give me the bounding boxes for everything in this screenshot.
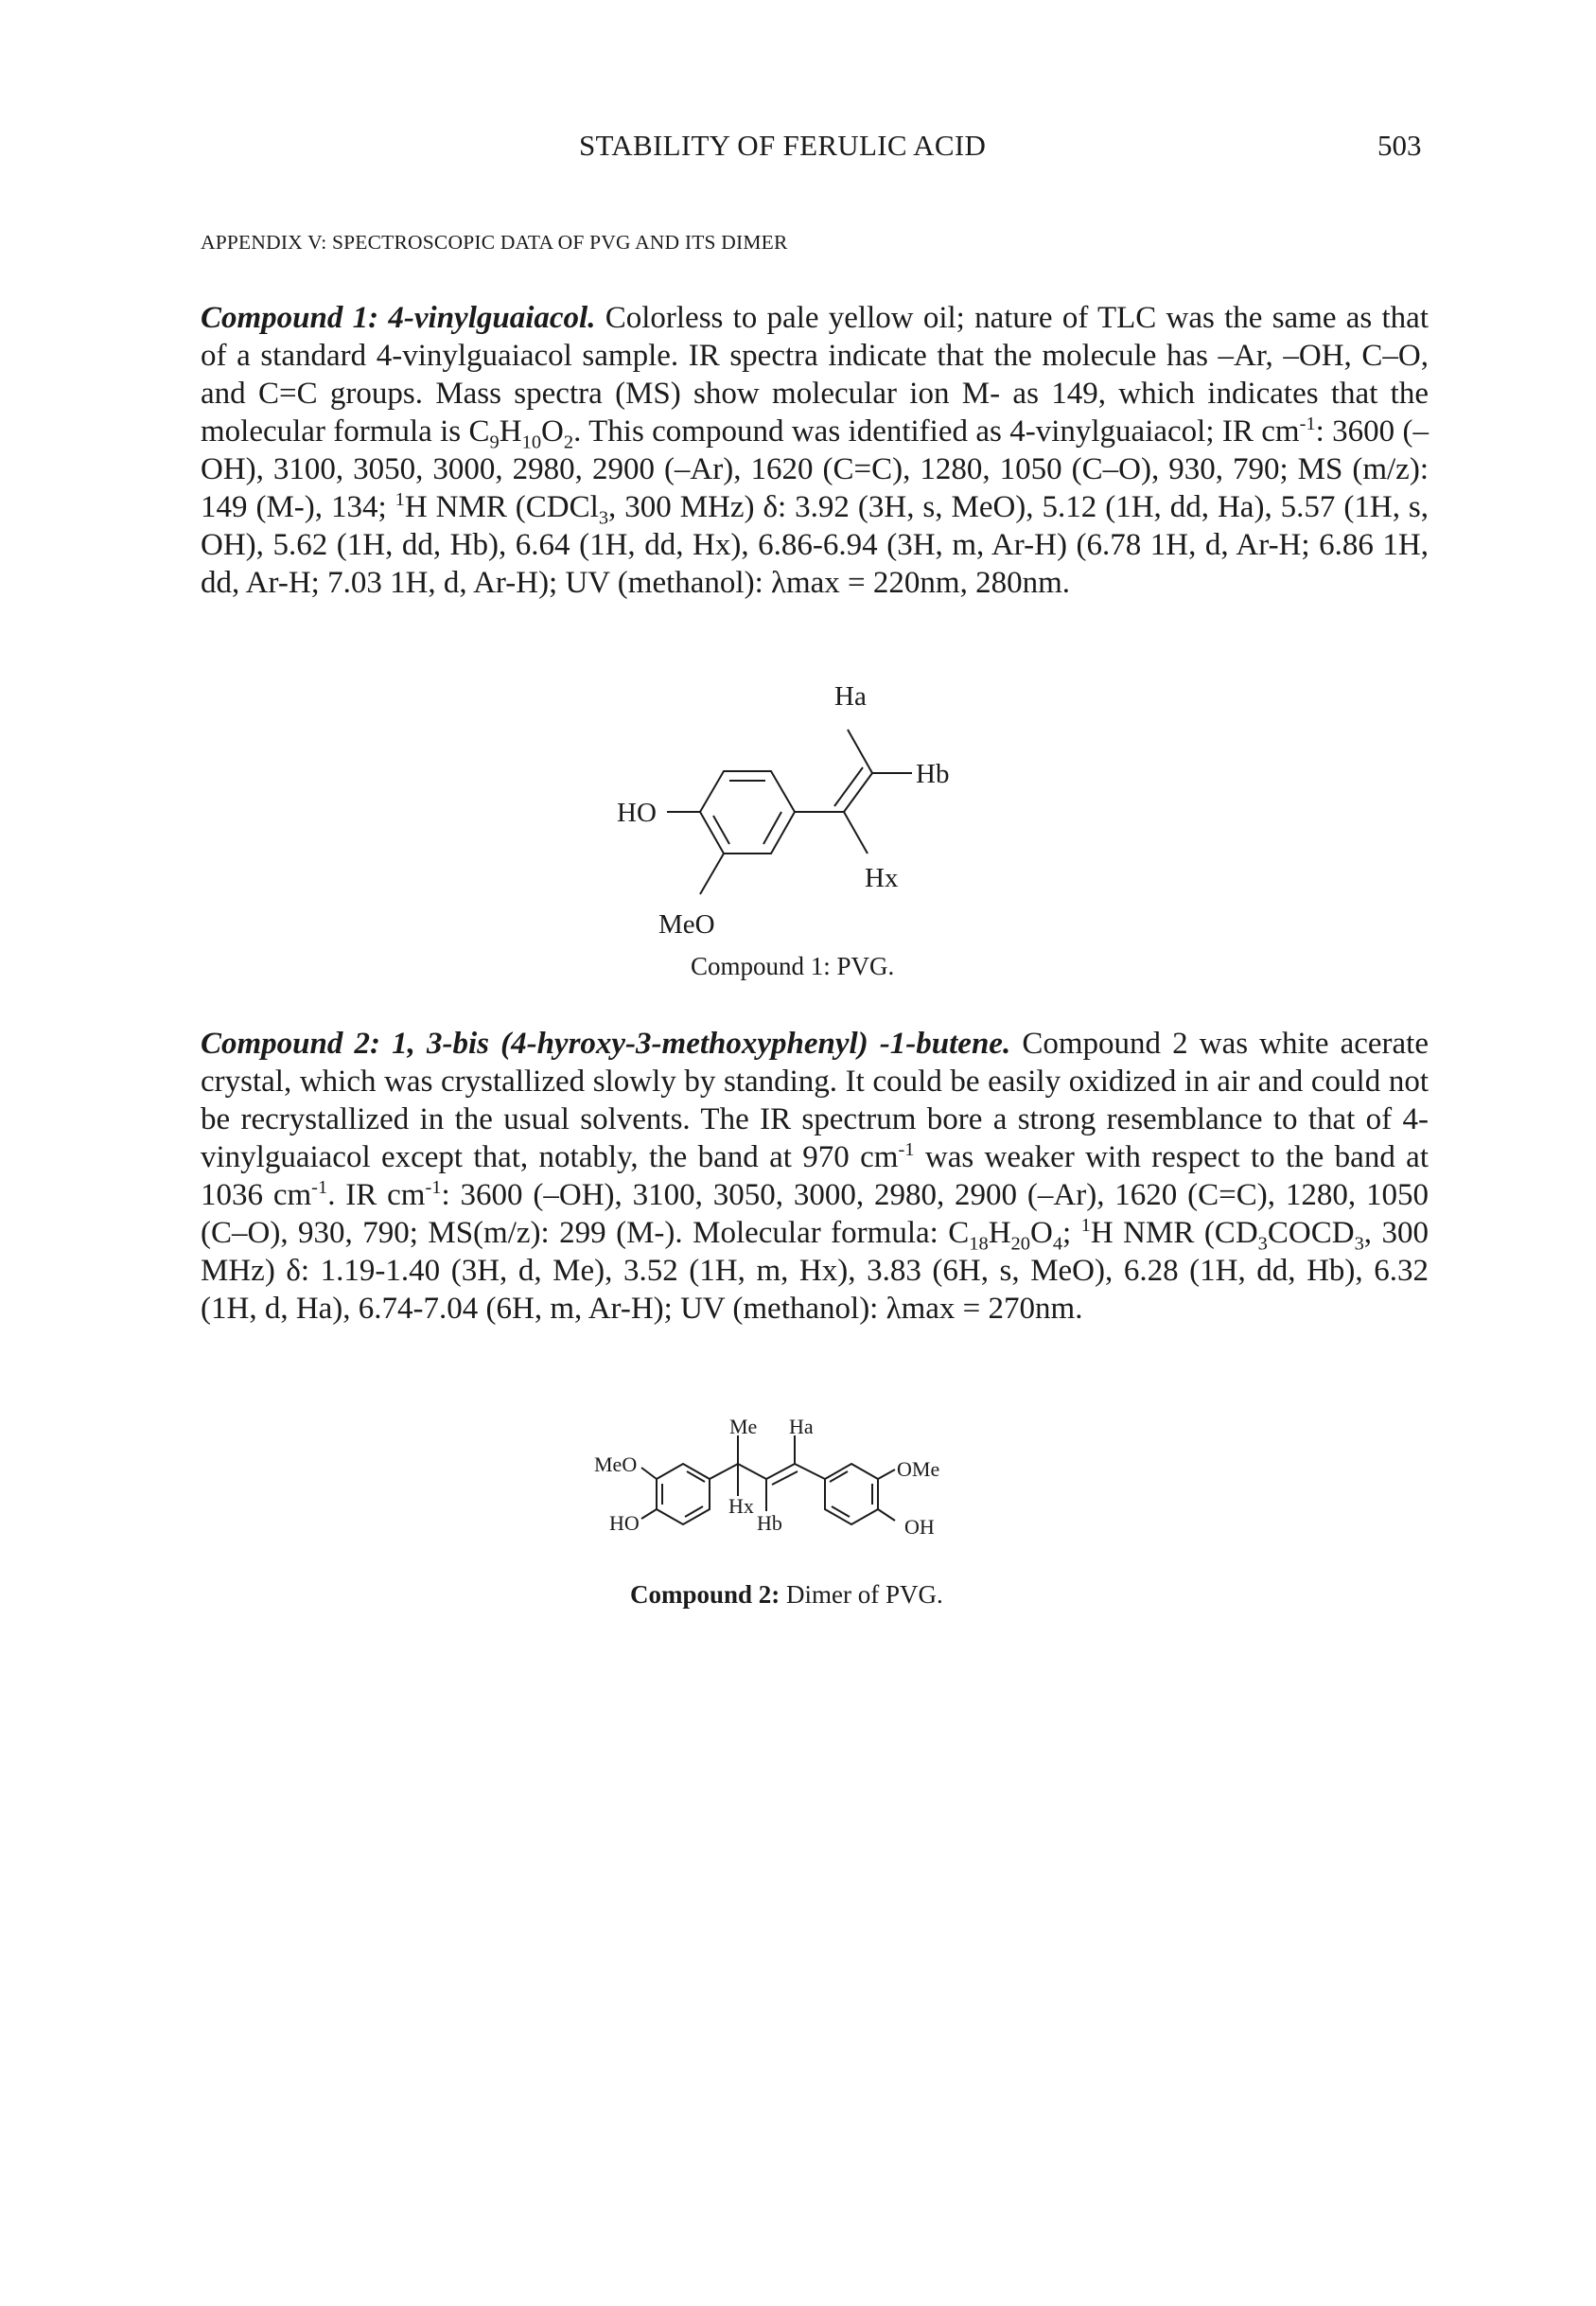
superscript: -1: [1299, 414, 1316, 434]
compound2-caption-text: Dimer of PVG.: [780, 1580, 943, 1609]
hb-label: Hb: [757, 1511, 782, 1535]
subscript: 3: [598, 507, 609, 529]
bond: [795, 1464, 825, 1479]
compound2-caption: [630, 1580, 943, 1610]
subscript: 9: [489, 431, 500, 453]
bond: [844, 812, 868, 854]
text: , 300 MHz) δ: 1.19-1.40 (3H, d, Me), 3.52 (1H, m, Hx), 3.83 (6H, s, MeO), 6.28 (1H, dd, Hb), 6.32 (1H, d, Ha), 6.74-7.04 (6H, m, Ar-H); UV (methanol): λmax = 270nm.: [201, 1216, 1429, 1326]
superscript: 1: [395, 489, 405, 510]
bond: [848, 730, 872, 773]
meo-label: MeO: [594, 1452, 638, 1476]
bond: [710, 1464, 738, 1479]
ome-label: OMe: [897, 1457, 940, 1481]
text: was weaker with respect to the band at 1036 cm: [201, 1140, 1429, 1212]
superscript: 1: [1080, 1215, 1091, 1236]
text: H: [499, 414, 522, 449]
bond: [641, 1468, 657, 1479]
text: . IR cm: [327, 1178, 426, 1212]
hx-label: Hx: [865, 863, 899, 893]
subscript: 10: [521, 431, 542, 453]
ho-label: HO: [609, 1511, 640, 1535]
subscript: 3: [1354, 1233, 1364, 1255]
compound1-caption: Compound 1: PVG.: [691, 952, 895, 980]
compound2-caption-label: Compound 2:: [630, 1580, 780, 1609]
me-label: Me: [729, 1415, 758, 1438]
text: COCD: [1267, 1216, 1355, 1250]
superscript: -1: [425, 1177, 442, 1198]
subscript: 2: [563, 431, 574, 453]
text: Colorless to pale yellow oil; nature of TLC was the same as that of a standard 4-vinylguaiacol sample. IR spectra indicate that the molecule has –Ar, –OH, C–O, and C=C groups. Mass spectra (MS) show molecular ion M- as 149, which indicates that the molecular formula is C: [201, 301, 1429, 449]
ha-label: Ha: [789, 1415, 814, 1438]
text: O: [541, 414, 564, 449]
ring-double-bond: [830, 1471, 848, 1482]
bond: [700, 854, 724, 894]
compound2-title: Compound 2: 1, 3-bis (4-hyroxy-3-methoxyphenyl) -1-butene.: [201, 1027, 1011, 1061]
subscript: 20: [1010, 1233, 1030, 1255]
compound2-structure: [587, 1415, 1041, 1575]
text: Compound 2 was white acerate crystal, which was crystallized slowly by standing. It could be easily oxidized in air and could not be recrystallized in the usual solvents. The IR spectrum bore a strong resemblance to that of 4-vinylguaiacol except that, notably, the band at 970 cm: [201, 1027, 1429, 1174]
text: ;: [1062, 1216, 1081, 1250]
bond: [844, 773, 872, 812]
page-number: 503: [1377, 129, 1422, 162]
text: , 300 MHz) δ: 3.92 (3H, s, MeO), 5.12 (1H, dd, Ha), 5.57 (1H, s, OH), 5.62 (1H, dd, Hb), 6.64 (1H, dd, Hx), 6.86-6.94 (3H, m, Ar-H) (6.78 1H, d, Ar-H; 6.86 1H, dd, Ar-H; 7.03 1H, d, Ar-H); UV (methanol): λmax = 220nm, 280nm.: [201, 490, 1429, 600]
right-benzene-ring: [825, 1464, 878, 1524]
bond: [766, 1464, 795, 1479]
bond: [738, 1464, 766, 1479]
bond: [641, 1509, 657, 1519]
text: : 3600 (–OH), 3100, 3050, 3000, 2980, 2900 (–Ar), 1620 (C=C), 1280, 1050 (C–O), 930, 790; MS (m/z): 149 (M-), 134;: [201, 414, 1429, 524]
ho-label: HO: [617, 798, 657, 828]
text: H NMR (CDCl: [404, 490, 599, 524]
ha-label: Ha: [834, 681, 867, 712]
text: H: [988, 1216, 1011, 1250]
text: H NMR (CD: [1090, 1216, 1258, 1250]
hb-label: Hb: [916, 759, 950, 789]
compound2-paragraph: [201, 1025, 1429, 1328]
appendix-heading: APPENDIX V: SPECTROSCOPIC DATA OF PVG AND ITS DIMER: [201, 231, 788, 254]
compound1-title: Compound 1: 4-vinylguaiacol.: [201, 301, 596, 335]
subscript: 4: [1052, 1233, 1063, 1255]
text: O: [1029, 1216, 1053, 1250]
running-title: STABILITY OF FERULIC ACID: [579, 129, 987, 162]
subscript: 18: [969, 1233, 989, 1255]
hx-label: Hx: [728, 1494, 754, 1518]
subscript: 3: [1257, 1233, 1268, 1255]
text: . This compound was identified as 4-vinylguaiacol; IR cm: [573, 414, 1300, 449]
bond: [878, 1509, 895, 1521]
text: : 3600 (–OH), 3100, 3050, 3000, 2980, 2900 (–Ar), 1620 (C=C), 1280, 1050 (C–O), 930, 790; MS(m/z): 299 (M-). Molecular formula: C: [201, 1178, 1429, 1250]
left-benzene-ring: [657, 1464, 710, 1524]
compound1-paragraph: [201, 299, 1429, 602]
superscript: -1: [311, 1177, 328, 1198]
ring-double-bond: [687, 1471, 705, 1482]
bond: [878, 1470, 895, 1479]
meo-label: MeO: [658, 909, 715, 940]
oh-label: OH: [904, 1515, 935, 1539]
compound1-structure: [596, 677, 1031, 960]
superscript: -1: [898, 1139, 915, 1160]
bond: [834, 767, 863, 806]
